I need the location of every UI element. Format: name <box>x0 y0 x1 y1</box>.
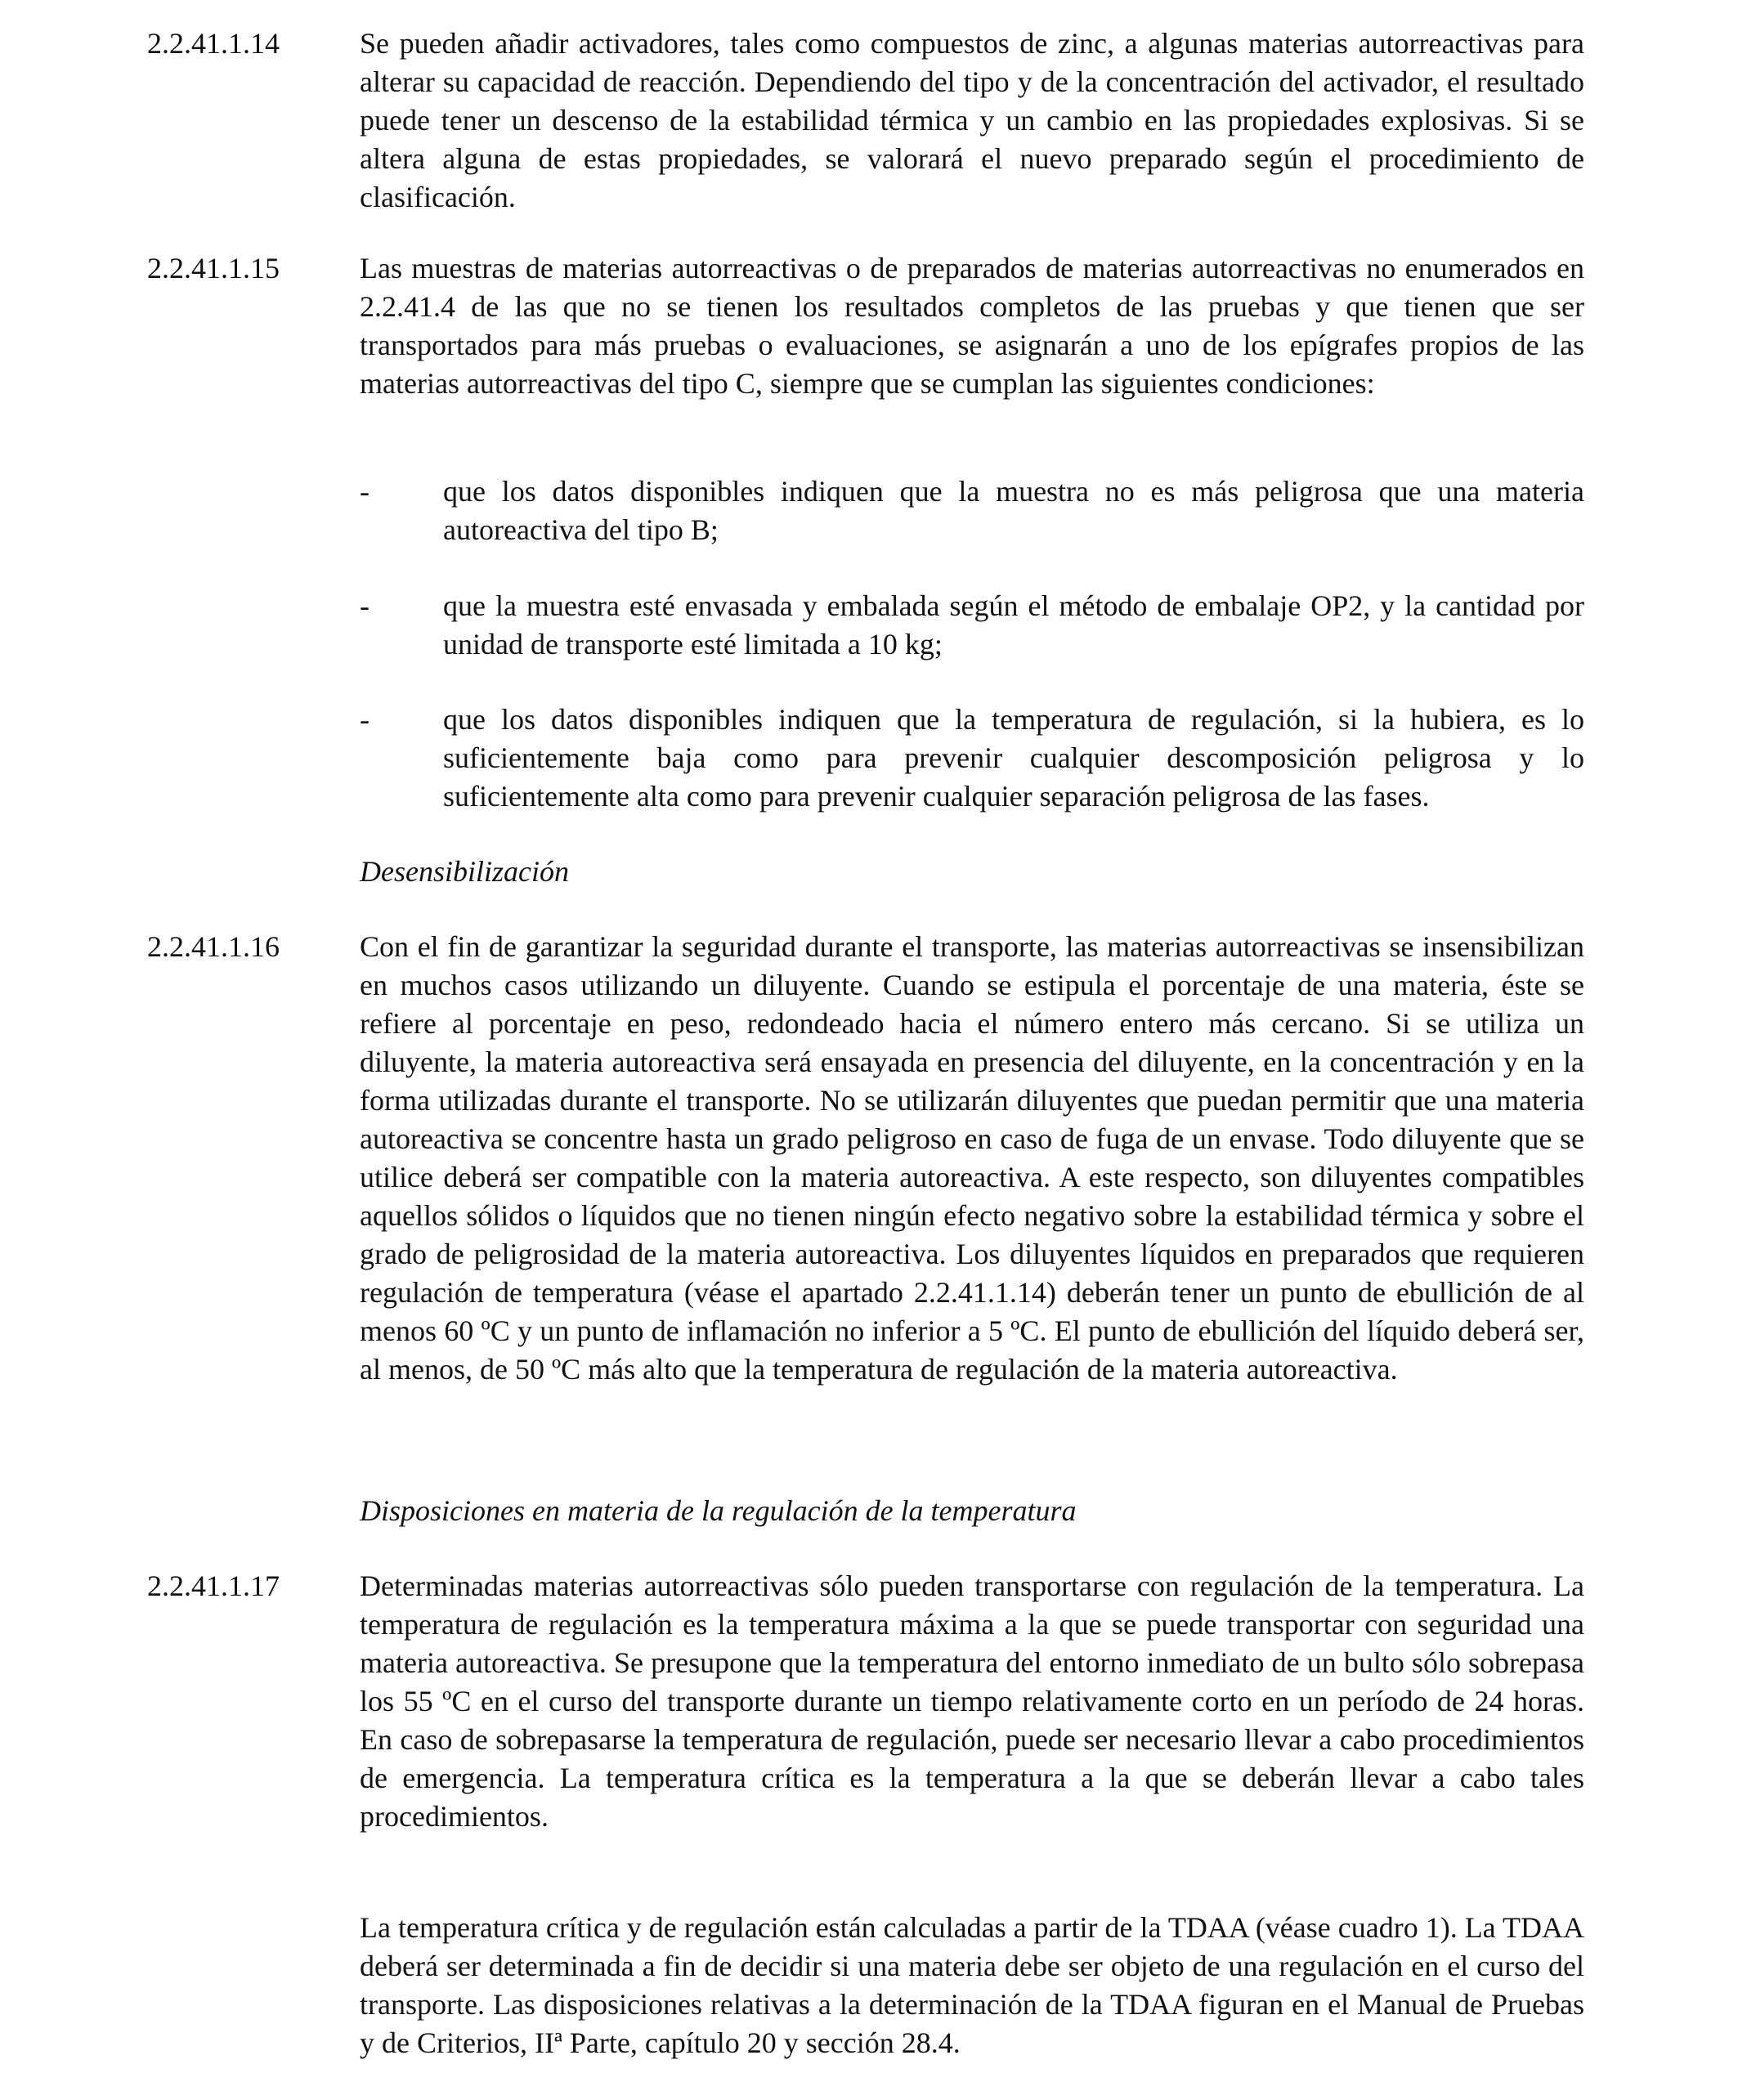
section-text: Con el fin de garantizar la seguridad durante el transporte, las materias autorreactivas se insensibilizan en muchos casos utilizando un diluyente. Cuando se estipula el porcentaje de una materia, éste se refiere al porcentaje en peso, redondeado hacia el número entero más cercano. Si se utiliza un diluyente, la materia autoreactiva será ensayada en presencia del diluyente, en la concentración y en la forma utilizadas durante el transporte. No se utilizarán diluyentes que puedan permitir que una materia autoreactiva se concentre hasta un grado peligroso en caso de fuga de un envase. Todo diluyente que se utilice deberá ser compatible con la materia autoreactiva. A este respecto, son diluyentes compatibles aquellos sólidos o líquidos que no tienen ningún efecto negativo sobre la estabilidad térmica y sobre el grado de peligrosidad de la materia autoreactiva. Los diluyentes líquidos en preparados que requieren regulación de temperatura (véase el apartado 2.2.41.1.14) deberán tener un punto de ebullición de al menos 60 ºC y un punto de inflamación no inferior a 5 ºC. El punto de ebullición del líquido deberá ser, al menos, de 50 ºC más alto que la temperatura de regulación de la materia autoreactiva. <box>360 930 1584 1386</box>
subheading-desensibilizacion: Desensibilización <box>360 855 569 888</box>
bullet-marker: - <box>360 703 370 736</box>
section-text: Se pueden añadir activadores, tales como compuestos de zinc, a algunas materias autorreactivas para alterar su capacidad de reacción. Dependiendo del tipo y de la concentración del activador, el resultado puede tener un descenso de la estabilidad térmica y un cambio en las propiedades explosivas. Si se altera alguna de estas propiedades, se valorará el nuevo preparado según el procedimiento de clasificación. <box>360 27 1584 213</box>
section-number: 2.2.41.1.17 <box>147 1569 280 1602</box>
section-number: 2.2.41.1.15 <box>147 252 280 284</box>
bullet-marker: - <box>360 475 370 508</box>
section-text: Las muestras de materias autorreactivas o de preparados de materias autorreactivas no enumerados en 2.2.41.4 de las que no se tienen los resultados completos de las pruebas y que tienen que ser transportados para más pruebas o evaluaciones, se asignarán a uno de los epígrafes propios de las materias autorreactivas del tipo C, siempre que se cumplan las siguientes condiciones: <box>360 252 1584 400</box>
bullet-text: que la muestra esté envasada y embalada según el método de embalaje OP2, y la cantidad por unidad de transporte esté limitada a 10 kg; <box>443 589 1584 660</box>
bullet-text: que los datos disponibles indiquen que la temperatura de regulación, si la hubiera, es lo suficientemente baja como para prevenir cualquier descomposición peligrosa y lo suficientemente alta como para prevenir cualquier separación peligrosa de las fases. <box>443 703 1584 813</box>
subheading-regulacion-temperatura: Disposiciones en materia de la regulación de la temperatura <box>360 1494 1077 1527</box>
bullet-text: que los datos disponibles indiquen que la muestra no es más peligrosa que una materia autoreactiva del tipo B; <box>443 475 1584 546</box>
section-paragraph-2: La temperatura crítica y de regulación están calculadas a partir de la TDAA (véase cuadro 1). La TDAA deberá ser determinada a fin de decidir si una materia debe ser objeto de una regulación en el curso del transporte. Las disposiciones relativas a la determinación de la TDAA figuran en el Manual de Pruebas y de Criterios, IIª Parte, capítulo 20 y sección 28.4. <box>360 1911 1584 2059</box>
section-number: 2.2.41.1.16 <box>147 930 280 963</box>
section-text: Determinadas materias autorreactivas sólo pueden transportarse con regulación de la temperatura. La temperatura de regulación es la temperatura máxima a la que se puede transportar con seguridad una materia autoreactiva. Se presupone que la temperatura del entorno inmediato de un bulto sólo sobrepasa los 55 ºC en el curso del transporte durante un tiempo relativamente corto en un período de 24 horas. En caso de sobrepasarse la temperatura de regulación, puede ser necesario llevar a cabo procedimientos de emergencia. La temperatura crítica es la temperatura a la que se deberán llevar a cabo tales procedimientos. <box>360 1569 1584 1833</box>
bullet-marker: - <box>360 589 370 622</box>
section-number: 2.2.41.1.14 <box>147 27 280 60</box>
